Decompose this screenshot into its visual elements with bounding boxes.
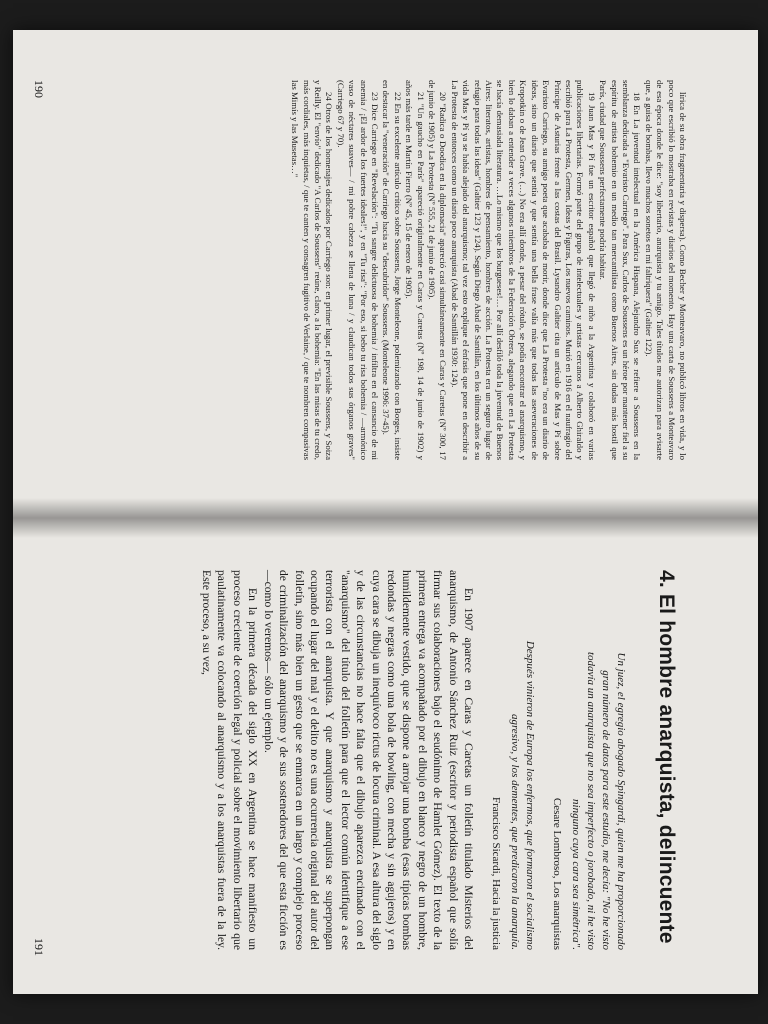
footnote: lírica de su obra fragmentaria y dispersa). Como Becher y Monteavaro, no publicó libros en vida, y lo poco que escribió lo mostraba en revistas y diarios del momento. Hay una carta de Soussens a Monteavaro de esa época donde le dice: "soy libertario, anarquista y tu amigo. Tales títulos me autorizan para avisarte que, a guisa de bombas, llevo muchos sonetos en mi faltriquera" (Galtier 122). [643, 80, 688, 460]
open-book [13, 30, 758, 994]
chapter-title: 4. El hombre anarquista, delincuente [655, 570, 678, 944]
footnote: 23 Dice Carriego en "Revelación": "Tu sangre delictuosa de bohemia / infiltra en el cansancio de mi anemia / ¡El ardor de los fuertes ideales!", y en "Tu risa": "Por eso, si bebo tu risa bohemia / —armónico vaso de néctares suaves— / mi pobre cabeza se llena de luna / y claudican todos sus órganos graves" (Carriego 67 y 70). [335, 80, 381, 460]
footnote: 21 "Un gaucho en París" apareció originalmente en Caras y Caretas (Nº 198, 14 de junio de 1902) y años más tarde en Martín Fierro (Nº 45, 15 de enero de 1905). [404, 80, 426, 460]
epigraph-attribution: Francisco Sicardi, Hacia la justicia [490, 796, 502, 950]
footnote: 18 En La juventud intelectual en la América Hispana, Alejandro Sux se refiere a Soussens en la semblanza dedicada a "Evaristo Carriego". Para Sux, Carlos de Soussens es un héroe por mantener fiel a su espíritu de artista bohemio en un medio tan mercantilista como Buenos Aires, sin dudas más hostil que París, ciudad que Soussens perfectamente podría habitar. [598, 80, 643, 460]
footnote: 24 Otros de los homenajes dedicados por Carriego son: en primer lugar, el previsible Soussens, y Soiza y Reilly. El "envío" dedicado "A Carlos de Soussens" reúne, claro, a la bohemia: "En las misas de tu credo, más cordiales, más inquietas, / que te canten y consagren fugitivo de Verlaine, / que te nombren compasivas las Mimís y las Musetas…" [290, 80, 335, 460]
right-page [13, 528, 758, 994]
footnote: 22 En su excelente artículo crítico sobre Soussens, Jorge Monteleone, polemizando con Borges, insiste en destacar la "veneración" de Carriego hacia su "descubridor" Soussens. (Monteleone 1996: 37-45). [381, 80, 403, 460]
footnote: 20 "Radica o Doodica en la diplomacia" apareció casi simultáneamente en Caras y Caretas (Nº 300, 17 de junio de 1905) y La Protesta (Nº 555, 21 de junio de 1905). [427, 80, 449, 460]
body-paragraph: En 1907 aparece en Caras y Caretas un folletín titulado Misterios del anarquismo, de Antonio Sánchez Ruiz (escritor y periodista español que solía firmar sus colaboraciones bajo el seudónimo de Hamlet Gómez). El texto de la primera entrega va acompañado por el dibujo en blanco y negro de un hombre, humildemente vestido, que se dispone a arrojar una bomba (esas típicas bombas redondas y negras como una bola de bowling, con mecha y sin agujeros) y en cuya cara se dibuja un inequívoco rictus de locura criminal. A esa altura del siglo y de las circunstancias no hace falta que el dibujo aparezca encimado con el "anarquismo" del título del folletín para que el lector común identifique a ese terrorista con el anarquista. Y que anarquismo y anarquista se superpongan ocupando el lugar del mal y el delito no es una ocurrencia original del autor del folletín, sino más bien un gesto que se enmarca en un largo y complejo proceso de criminalización del anarquismo y de sus sostenedores del que esta ficción es —como lo veremos— sólo un ejemplo. [261, 570, 475, 950]
footnote: 19 Juan Mas y Pí fue un escritor español que llegó de niño a la Argentina y colaboró en varias publicaciones libertarias. Formó parte del grupo de intelectuales y artistas cercanos a Alberto Ghiraldo y escribió para La Protesta, Germen, Ideas y Figuras, Los nuevos caminos. Murió en 1916 en el naufragio del Príncipe de Asturias frente a las costas del Brasil. Lysandro Galtier cita un artículo de Mas y Pí sobre Evaristo Carriego, su amigo poeta que acababa de morir, donde dice que La Protesta "no era un diario de ideas, sino un diario que sentía y que sentía una bella frase valía más que todas las aseveraciones de Kropotkin o de Jean Grave. (…) No era allí donde, a pesar del rótulo, se podía encontrar el anarquismo, y bien lo daban a entender a veces algunos miembros de la Federación Obrera, alegando que en La Protesta se hacía demasiada literatura. …Lo mismo que los burgueses!… Por allí desfiló toda la juventud de Buenos Aires: literatos, artistas, hombres de pensamiento, hombres de acción. La Protesta era un seguro lugar de refugio para todas las ideas" (Galtier 123 y 124). Según Diego Abad de Santillán, en los últimos años de su vida Mas y Pí ya se había alejado del anarquismo; tal vez esto explique el énfasis que pone en describir a La Protesta de entonces como un diario poco anarquista (Abad de Santillán 1930: 124). [449, 80, 597, 460]
body-paragraph: En la primera década del siglo XX en Argentina se hace manifiesto un proceso creciente de coerción legal y policial sobre el movimiento libertario que paulatinamente va colocando al anarquismo y a los anarquistas fuera de la ley. Este proceso, a su vez, [200, 570, 260, 950]
footnotes-block [289, 80, 688, 460]
page-number: 190 [32, 80, 46, 98]
epigraph-attribution: Cesare Lombroso, Los anarquistas [551, 797, 563, 950]
chapter-block [199, 570, 678, 950]
epigraph: Un juez, el egregio abogado Spingardi, quien me ha proporcionado gran número de datos para este estudio, me decía: "No he visto todavía un anarquista que no sea imperfecto o jorobado, ni he visto ninguno cuya cara sea simétrica". [570, 652, 627, 950]
left-page [13, 30, 758, 508]
page-number: 191 [32, 938, 46, 956]
epigraph: Después vinieron de Europa los enfermos, que formaron el socialismo agresivo, y los dementes, que predicaron la anarquía. [509, 640, 536, 950]
